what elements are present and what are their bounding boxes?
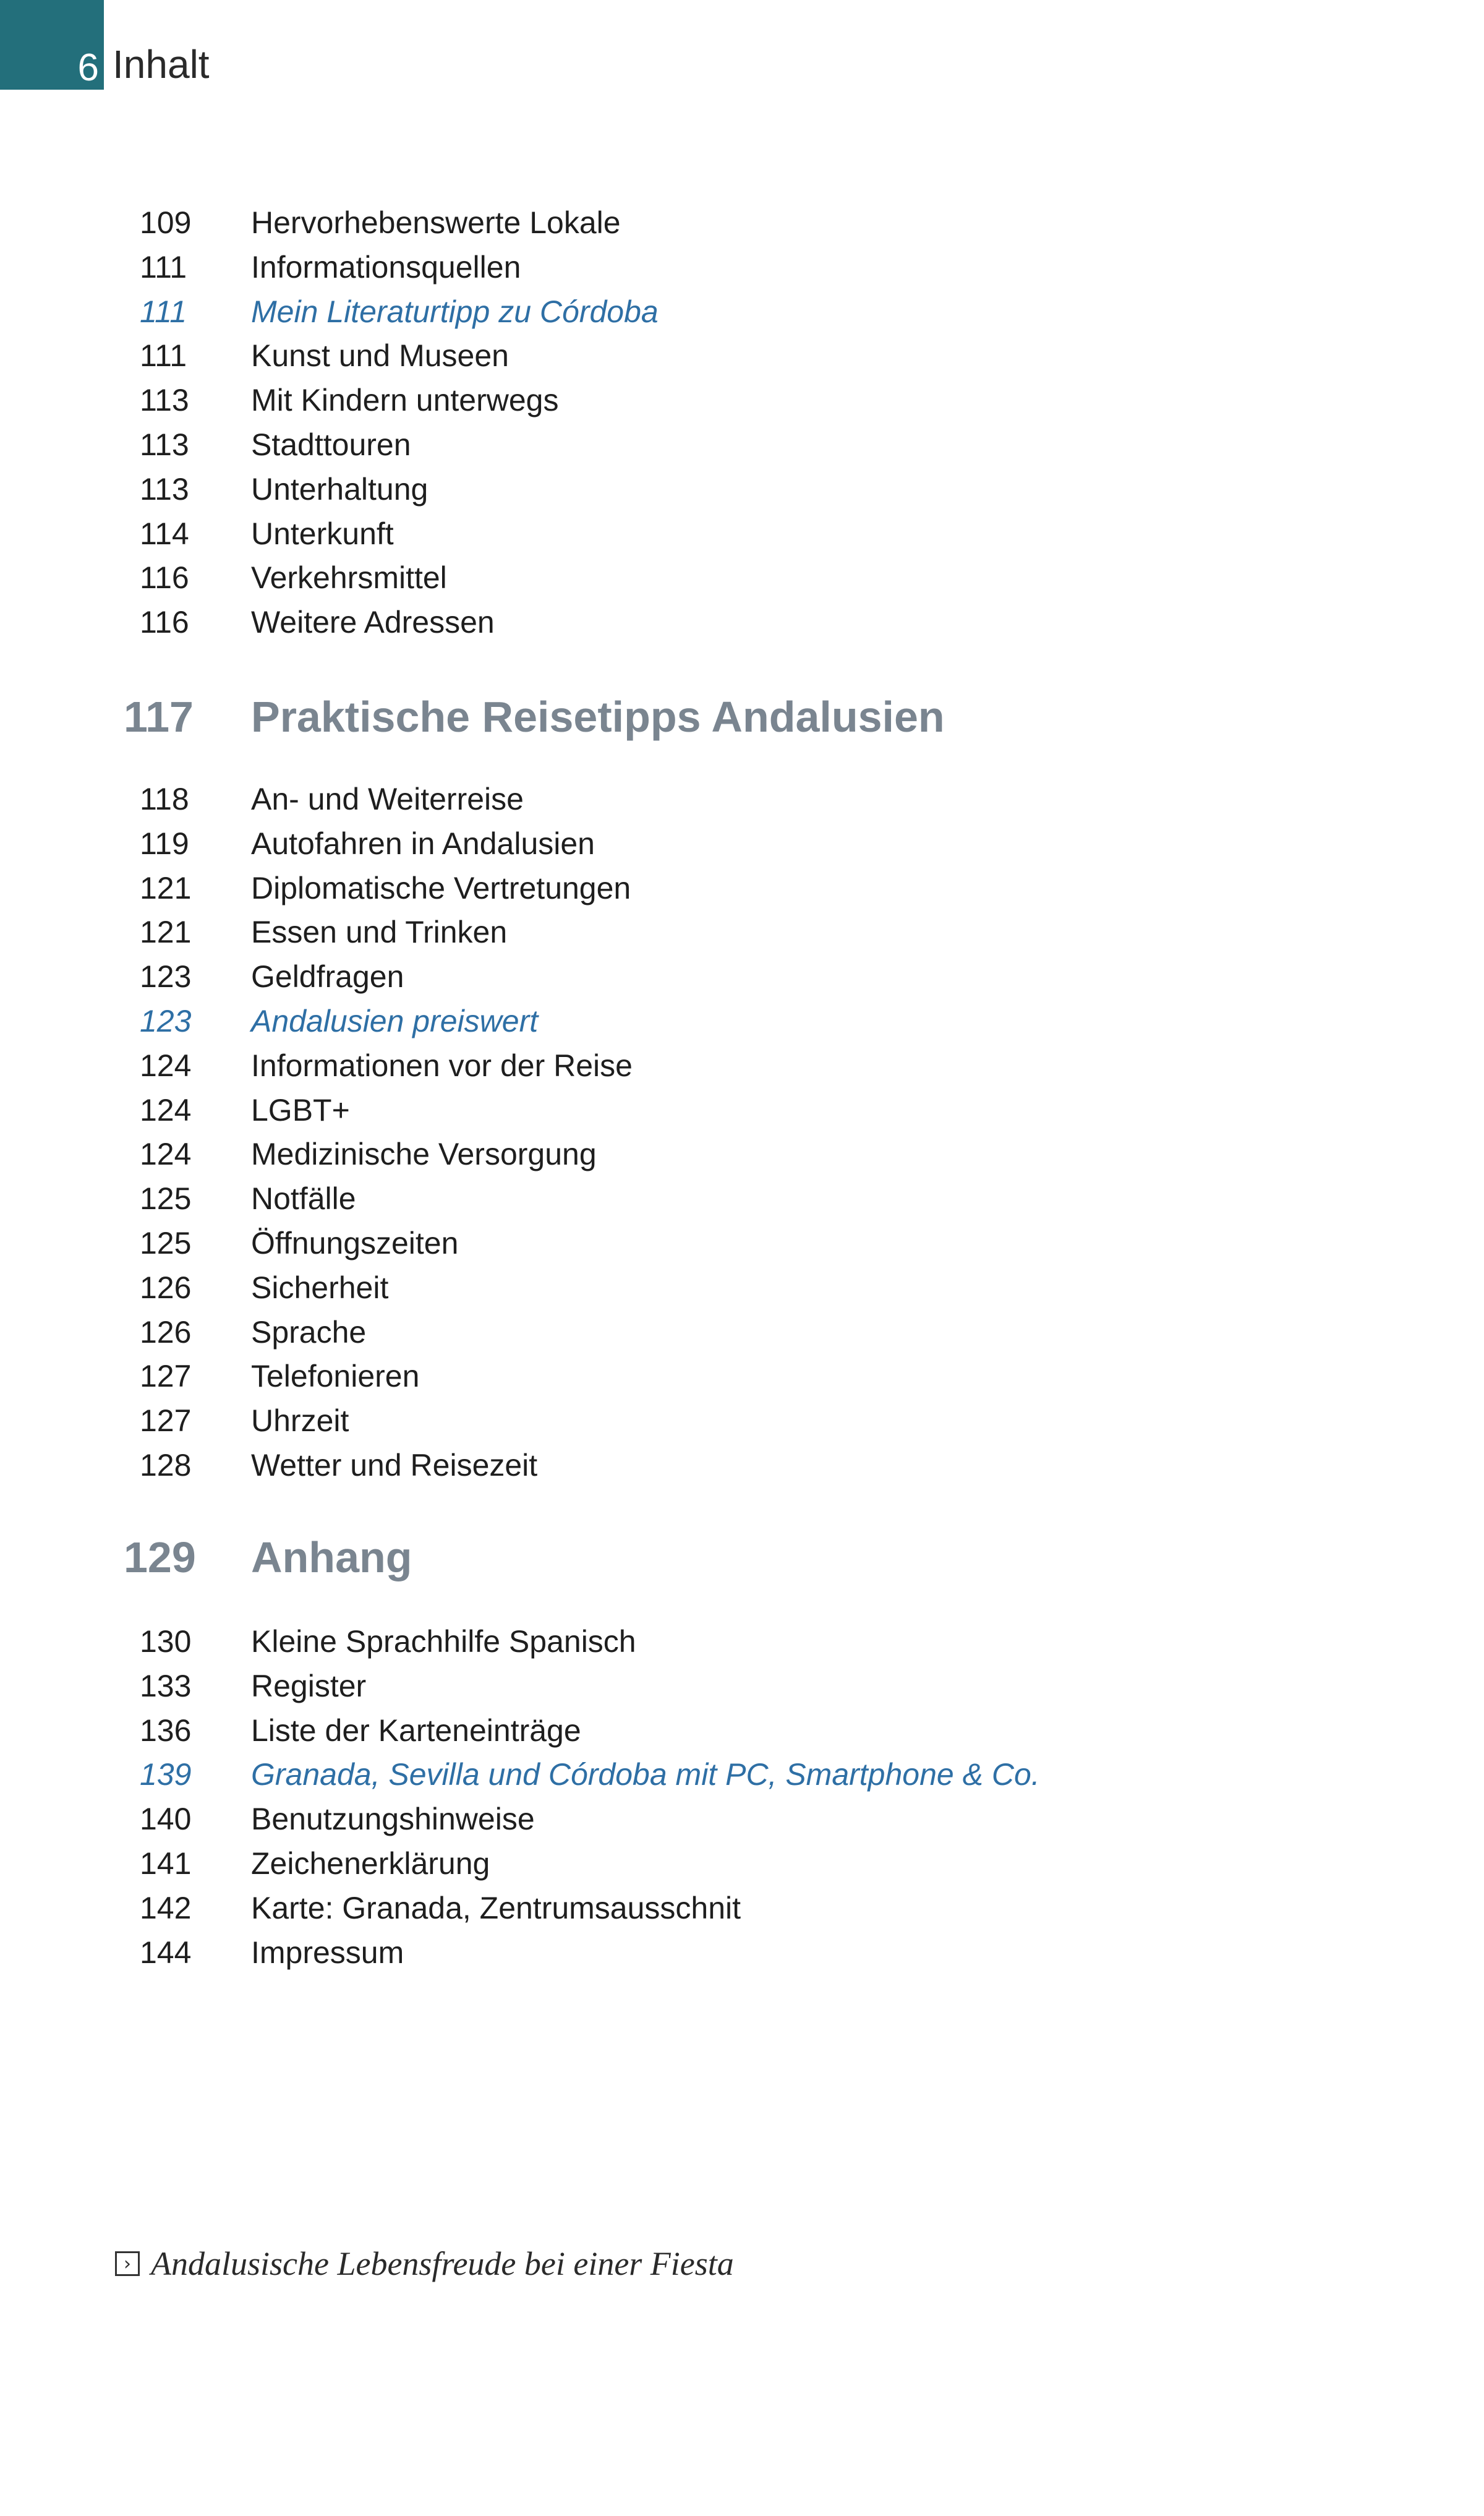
entry-title: Benutzungshinweise [251,1802,535,1837]
entry-page: 130 [140,1624,192,1659]
toc-entry[interactable] [0,1089,1484,1133]
entry-title: Stadttouren [251,427,411,462]
toc-entry[interactable] [0,423,1484,468]
entry-title: Essen und Trinken [251,915,508,950]
entry-page: 133 [140,1668,192,1703]
entry-page: 126 [140,1314,192,1350]
photo-caption [115,2242,734,2285]
entry-page: 111 [140,338,187,374]
entry-page: 121 [140,915,192,950]
entry-title: Wetter und Reisezeit [251,1447,538,1483]
entry-page: 119 [140,826,189,861]
chevron-right-box-icon: › [115,2251,140,2276]
entry-page: 127 [140,1403,192,1439]
entry-title: Unterhaltung [251,471,429,507]
page-title: Inhalt [113,42,210,87]
entry-title: Granada, Sevilla und Córdoba mit PC, Smartphone & Co. [251,1757,1040,1792]
entry-page: 123 [140,1003,192,1038]
entry-title: Weitere Adressen [251,605,495,640]
toc-entry[interactable] [0,1664,1484,1709]
entry-page: 140 [140,1802,192,1837]
toc-entry[interactable] [0,1222,1484,1266]
entry-title: Medizinische Versorgung [251,1137,597,1172]
entry-page: 126 [140,1270,192,1305]
toc-entry[interactable] [0,601,1484,645]
entry-title: Informationen vor der Reise [251,1048,633,1083]
caption-text: Andalusische Lebensfreude bei einer Fiesta [151,2245,734,2282]
toc-entry[interactable] [0,1044,1484,1089]
entry-page: 124 [140,1048,192,1083]
entry-page: 144 [140,1935,192,1970]
toc-entry[interactable] [0,1797,1484,1842]
section-heading-praktische-reisetipps[interactable] [0,689,1484,745]
entry-page: 121 [140,870,192,905]
entry-page: 113 [140,471,189,507]
toc-entry[interactable] [0,777,1484,822]
entry-page: 114 [140,516,189,551]
entry-page: 111 [140,249,187,285]
entry-title: Telefonieren [251,1359,420,1394]
entry-title: Sprache [251,1314,367,1350]
section-heading-anhang[interactable] [0,1530,1484,1585]
toc-entry[interactable] [0,1842,1484,1886]
page-number: 6 [77,46,99,89]
toc-entry[interactable] [0,1311,1484,1355]
heading-page: 117 [124,693,194,741]
entry-title: Liste der Karteneinträge [251,1713,581,1748]
entry-page: 118 [140,782,189,816]
entry-page: 141 [140,1846,192,1881]
toc-entry[interactable] [0,334,1484,379]
heading-title: Anhang [251,1533,412,1581]
entry-title: Karte: Granada, Zentrumsausschnit [251,1890,741,1925]
toc-section-2 [0,777,1484,1488]
entry-title: Öffnungszeiten [251,1225,459,1260]
toc-entry[interactable] [0,955,1484,999]
header-page-box [0,0,104,90]
entry-title: Kunst und Museen [251,338,509,374]
entry-title: Zeichenerklärung [251,1846,490,1881]
entry-page: 123 [140,959,192,995]
toc-entry[interactable] [0,1753,1484,1797]
entry-page: 124 [140,1092,192,1127]
entry-title: Unterkunft [251,516,394,551]
toc-entry[interactable] [0,1354,1484,1399]
toc-entry[interactable] [0,1177,1484,1222]
toc-entry[interactable] [0,999,1484,1044]
toc-entry[interactable] [0,1709,1484,1753]
toc-entry[interactable] [0,1931,1484,1975]
entry-title: Autofahren in Andalusien [251,826,595,861]
entry-page: 113 [140,383,189,418]
entry-page: 139 [140,1757,192,1792]
entry-title: Sicherheit [251,1270,389,1305]
toc-entry[interactable] [0,1266,1484,1311]
entry-title: Informationsquellen [251,249,521,285]
entry-page: 116 [140,605,189,640]
toc-entry[interactable] [0,379,1484,423]
entry-page: 142 [140,1890,192,1925]
toc-entry[interactable] [0,910,1484,955]
entry-page: 116 [140,560,189,596]
entry-title: Verkehrsmittel [251,560,447,596]
entry-page: 128 [140,1447,192,1483]
heading-title: Praktische Reisetipps Andalusien [251,693,945,741]
entry-page: 125 [140,1225,192,1260]
toc-entry[interactable] [0,1886,1484,1931]
entry-title: Kleine Sprachhilfe Spanisch [251,1624,636,1659]
entry-title: Diplomatische Vertretungen [251,870,631,905]
entry-title: Notfälle [251,1181,356,1217]
entry-title: Mein Literaturtipp zu Córdoba [251,294,659,329]
entry-page: 127 [140,1359,192,1394]
toc-entry[interactable] [0,468,1484,512]
toc-entry[interactable] [0,556,1484,601]
toc-entry[interactable] [0,1399,1484,1444]
entry-page: 111 [140,294,187,329]
toc-entry[interactable] [0,866,1484,911]
toc-entry[interactable] [0,290,1484,335]
entry-title: LGBT+ [251,1092,350,1127]
entry-title: Hervorhebenswerte Lokale [251,205,621,240]
entry-title: Impressum [251,1935,404,1970]
toc-entry[interactable] [0,822,1484,866]
toc-entry[interactable] [0,512,1484,557]
entry-page: 113 [140,427,189,462]
entry-page: 125 [140,1181,192,1217]
entry-title: Geldfragen [251,959,404,995]
toc-section-1 [0,201,1484,645]
entry-title: Register [251,1668,367,1703]
entry-title: Andalusien preiswert [251,1003,539,1038]
entry-title: Uhrzeit [251,1403,349,1439]
toc-entry[interactable] [0,201,1484,246]
toc-entry[interactable] [0,1444,1484,1488]
toc-entry[interactable] [0,1132,1484,1177]
toc-section-3 [0,1620,1484,1975]
entry-page: 109 [140,205,192,240]
toc-entry[interactable] [0,246,1484,290]
toc-entry[interactable] [0,1620,1484,1664]
entry-title: Mit Kindern unterwegs [251,383,559,418]
entry-title: An- und Weiterreise [251,782,524,816]
entry-page: 136 [140,1713,192,1748]
heading-page: 129 [124,1533,196,1581]
entry-page: 124 [140,1137,192,1172]
